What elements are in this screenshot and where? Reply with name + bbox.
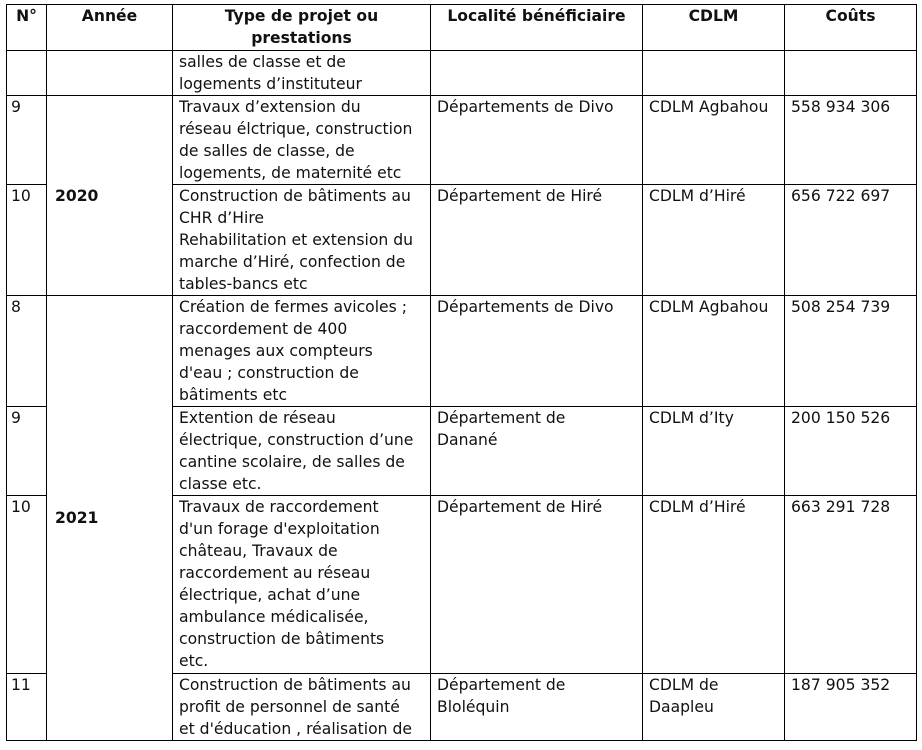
cell-num: 10: [7, 185, 47, 296]
cell-localite: Département de Danané: [431, 407, 643, 496]
cell-couts: 187 905 352: [785, 674, 917, 741]
cell-cdlm: CDLM de Daapleu: [643, 674, 785, 741]
cell-type: Travaux d’extension du réseau élctrique, construction de salles de classe, de logements, de maternité etc: [173, 96, 431, 185]
cell-cdlm: CDLM Agbahou: [643, 296, 785, 407]
cell-num: 9: [7, 96, 47, 185]
cell-year-2020: 2020: [47, 96, 173, 296]
header-cdlm: CDLM: [643, 5, 785, 51]
cell-couts: 508 254 739: [785, 296, 917, 407]
header-row: [7, 5, 917, 51]
header-type: Type de projet ou prestations: [173, 5, 431, 51]
cell-couts: [785, 51, 917, 96]
table-row: [7, 51, 917, 96]
cell-num: 10: [7, 496, 47, 674]
cell-localite: Département de Bloléquin: [431, 674, 643, 741]
cell-cdlm: CDLM d’Hiré: [643, 496, 785, 674]
cell-localite: Département de Hiré: [431, 185, 643, 296]
cell-year-empty: [47, 51, 173, 96]
cell-couts: 200 150 526: [785, 407, 917, 496]
cell-couts: 558 934 306: [785, 96, 917, 185]
cell-localite: Départements de Divo: [431, 96, 643, 185]
cell-type: Construction de bâtiments au profit de personnel de santé et d'éducation , réalisation de: [173, 674, 431, 741]
cell-type: Création de fermes avicoles ; raccordement de 400 menages aux compteurs d'eau ; construction de bâtiments etc: [173, 296, 431, 407]
header-num: N°: [7, 5, 47, 51]
cell-num: [7, 51, 47, 96]
table-row: [7, 296, 917, 407]
cell-localite: Départements de Divo: [431, 296, 643, 407]
cell-couts: 656 722 697: [785, 185, 917, 296]
table-row: [7, 96, 917, 185]
cell-type: Extention de réseau électrique, construction d’une cantine scolaire, de salles de classe etc.: [173, 407, 431, 496]
cell-couts: 663 291 728: [785, 496, 917, 674]
cell-num: 11: [7, 674, 47, 741]
cell-cdlm: CDLM d’Ity: [643, 407, 785, 496]
cell-cdlm: CDLM d’Hiré: [643, 185, 785, 296]
cell-type: Travaux de raccordement d'un forage d'exploitation château, Travaux de raccordement au réseau électrique, achat d’une ambulance médicalisée, construction de bâtiments etc.: [173, 496, 431, 674]
cell-cdlm: [643, 51, 785, 96]
cell-year-2021: 2021: [47, 296, 173, 741]
cell-num: 8: [7, 296, 47, 407]
cell-localite: Département de Hiré: [431, 496, 643, 674]
cell-num: 9: [7, 407, 47, 496]
header-couts: Coûts: [785, 5, 917, 51]
cell-localite: [431, 51, 643, 96]
header-annee: Année: [47, 5, 173, 51]
cell-type: salles de classe et de logements d’instituteur: [173, 51, 431, 96]
cell-type: Construction de bâtiments au CHR d’Hire Rehabilitation et extension du marche d’Hiré, confection de tables-bancs etc: [173, 185, 431, 296]
header-localite: Localité bénéficiaire: [431, 5, 643, 51]
projects-table: [6, 4, 917, 741]
cell-cdlm: CDLM Agbahou: [643, 96, 785, 185]
